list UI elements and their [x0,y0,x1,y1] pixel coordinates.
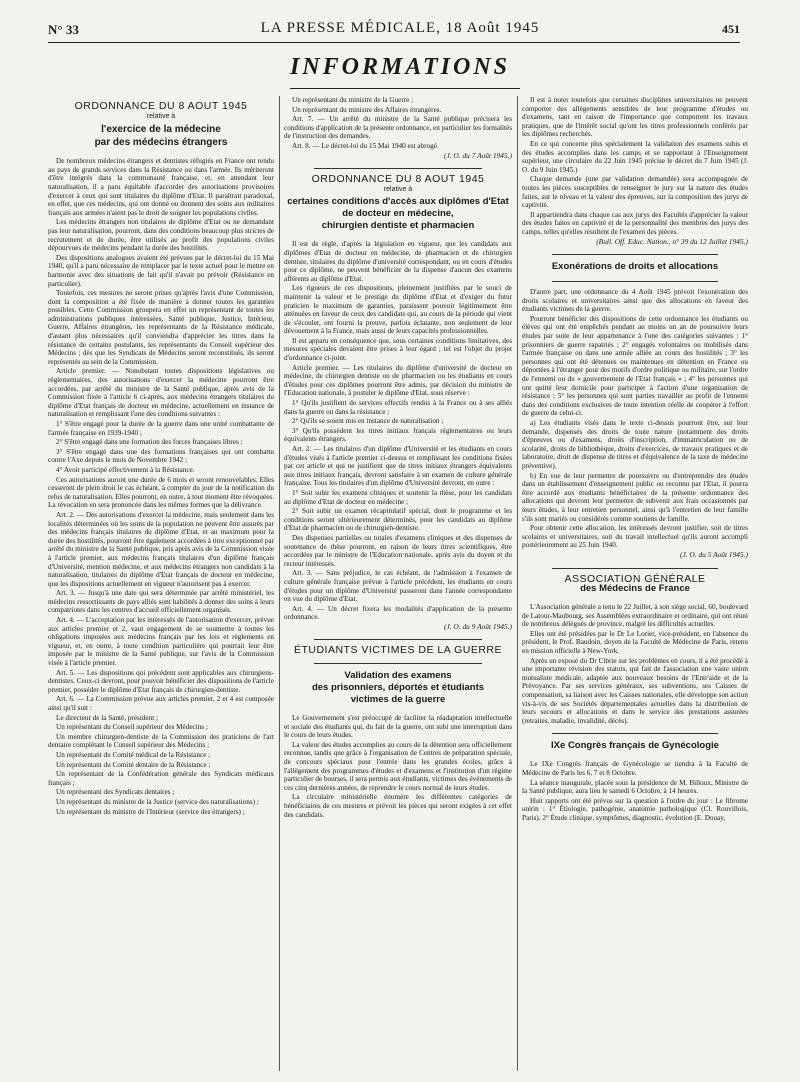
paragraph: b) En vue de leur permettre de poursuivre ou d'entreprendre des études dans un établissement d'enseignement public ou reconnu par l'Etat, il pourra être accordé aux étudiants bénéficiaires de la présente ordonnance des allocations qui devront leur permettre de subvenir aux frais occasionnés par leurs études, à leur entretien personnel, ainsi qu'à l'entretien de leur famille s'ils sont mariés ou considérés comme soutiens de famille. [522,471,748,523]
paragraph: Art. 2. — Les titulaires d'un diplôme d'Université et les étudiants en cours d'études visés à l'article premier ci-dessus et remplissant les conditions fixées par cet article et qui ne justifient que de titres initiaux étrangers équivalents aux titres initiaux français, devront satisfaire à un examen de culture générale française. Tous les titulaires d'un diplôme d'Université devront, en outre : [284,445,512,488]
section-divider [314,639,482,640]
paragraph: Elles ont été présidées par le Dr Le Lorier, vice-président, en l'absence du président, le Prof. Baudoin, doyen de la Faculté de Médecine de Paris, retenu en mission officielle à New-York. [522,629,748,656]
section-divider [314,168,482,169]
article-body [522,96,748,237]
paragraph: Il est à noter toutefois que certaines disciplines universitaires ne peuvent comporter des allègements sensibles de leur programme d'études ou d'examens, tant en raison de l'importance que comportent les travaux pratiques, que de l'intérêt social qu'ont les titres professionnels conférés par les diplômes recherchés. [522,96,748,139]
source-citation: (J. O. du 7 Août 1945.) [443,150,512,160]
paragraph: Art. 3. — Jusqu'à une date qui sera déterminée par arrêté ministériel, les médecins ressortissants de pays alliés sont habilités à donner des soins à leurs compatriotes dans les centres d'accueil officiellement organisés. [48,589,274,615]
paragraph: Art. 4. — L'acceptation par les intéressés de l'autorisation d'exercer, prévue aux articles premier et 2, vaut engagement de se soumettre à toutes les obligations imposées aux médecins français par les lois et règlements en vigueur, et, en outre, à toute condition particulière qui pourrait leur être imposée par le ministre de la Santé publique, sur l'avis de la Commission visée à l'article premier. [48,616,274,668]
paragraph: Il appartiendra dans chaque cas aux jurys des Facultés d'apprécier la valeur des études faites en captivité et de la personnalité des membres des jurys des camps, telles qu'elles résultent de l'examen des pièces. [522,210,748,236]
article-subtitle: chirurgien dentiste et pharmacien [321,220,475,232]
paragraph: 1° Soit subir les examens cliniques et soutenir la thèse, pour les candidats au diplôme d'Etat de docteur en médecine ; [284,488,512,506]
column-divider [517,96,518,1071]
paragraph: Art. 3. — Sans préjudice, le cas échéant, de l'admission à l'examen de culture générale française prévue à l'article précédent, les étudiants en cours d'études pour un diplôme d'Université passeront dans l'année correspondante en vue du diplôme d'Etat. [284,569,512,604]
paragraph: Un représentant des Syndicats dentaires ; [56,788,175,797]
source-citation: (J. O. du 5 Août 1945.) [679,549,748,559]
paragraph: Art. 7. — Un arrêté du ministre de la Santé publique précisera les conditions d'application de la présente ordonnance, en particulier les formalités de l'instruction des demandes. [284,115,512,141]
paragraph: L'Association générale a tenu le 22 Juillet, à son siège social, 60, boulevard de Latour-Maubourg, ses Assemblées extraordinaire et ordinaire, qui ont réuni de nombreux délégués de province, malgré les difficultés actuelles. [522,603,748,629]
article-body [48,157,274,816]
paragraph: 3° S'être engagé dans une des formations françaises qui ont combattu contre l'Axe depuis le mois de Novembre 1942 ; [48,447,274,465]
paragraph: Toutefois, ces mesures ne seront prises qu'après l'avis d'une Commission, dont la composition a été fixée de manière à donner toutes les garanties possibles. Cette Commission groupera en effet un représentant de toutes les administrations publiques intéressées, Santé publique, Justice, Intérieur, Guerre, Affaires étrangères, les représentants de la Résistance médicale, d'autant plus nécessaires qu'il conviendra d'apprécier les titres dans la résistance de certains postulants, les représentants du Conseil supérieur des Médecins ; dès que les Syndicats de Médecins seront reconstitués, ils seront représentés au sein de la Commission. [48,289,274,366]
column-1 [48,96,274,1071]
paragraph: Les médecins étrangers non titulaires de diplôme d'Etat ou ne demandant pas leur naturalisation, pourront, dans des conditions beaucoup plus strictes de recrutement et de durée, être utilisés au profit des populations civiles dépourvues de médecins pendant la durée des hostilités. [48,218,274,253]
article-body [284,96,512,151]
paragraph: En ce qui concerne plus spécialement la validation des examens subis et des études accomplies dans les camps et se rapportant à l'Enseignement supérieur, une circulaire du 22 Juin 1945 précise le décret du 7 Juin 1945 (J. O. du 9 Juin 1945.) [522,139,748,174]
paragraph: 2° Soit subir un examen récapitulatif spécial, dont le programme et les conditions seront ultérieurement déterminés, pour les candidats au diplôme d'Etat de pharmacien ou de chirurgien-dentiste. [284,507,512,533]
paragraph: Art. 4. — Un décret fixera les modalités d'application de la présente ordonnance. [284,604,512,622]
paragraph: D'autre part, une ordonnance du 4 Août 1945 prévoit l'exonération des droits scolaires et universitaires ainsi que des allocations en faveur des étudiants victimes de la guerre. [522,288,748,314]
article-body [522,288,748,550]
article-title: IXe Congrès français de Gynécologie [551,740,719,752]
paragraph: La circulaire ministérielle énumère les différentes catégories de bénéficiaires de ces mesures et prévoit les pièces qui seront exigées à cet effet des candidats. [284,793,512,819]
paragraph: De nombreux médecins étrangers et dentistes réfugiés en France ont rendu au pays de grands services dans la Résistance ou dans l'armée. Ils mériteront d'être intégrés dans la communauté française, et, en attendant leur naturalisation, il a paru équitable d'accorder des autorisations provisoires d'exercer à ceux qui sont titulaires du diplôme d'Etat. Il paraîtrait paradoxal, en effet, que ces médecins, qui ont donné ou donnent des soins aux militaires français aux armées n'aient pas le droit de soigner les populations civiles. [48,157,274,217]
paragraph: Article premier. — Les titulaires du diplôme d'université de docteur en médecine, de chirurgien dentiste ou de pharmacien ou les étudiants en cours d'études pour ces diplômes pourront être admis, par décision du ministre de l'Education nationale, à postuler le diplôme d'Etat, sous réserve : [284,363,512,398]
paragraph: Un représentant du ministre de la Justice (service des naturalisations) ; [56,797,259,806]
paragraph: Un représentant du Conseil supérieur des Médecins ; [56,723,208,732]
article-subtitle: de docteur en médecine, [342,208,454,220]
paragraph: 2° Qu'ils se soient mis en instance de naturalisation ; [292,417,444,426]
issue-number: N° 33 [48,22,79,37]
article-relative: relative à [146,112,176,120]
source-citation: (J. O. du 9 Août 1945.) [443,621,512,631]
article-body [522,603,748,725]
paragraph: Le IXe Congrès français de Gynécologie se tiendra à la Faculté de Médecine de Paris les 6, 7 et 8 Octobre. [522,760,748,777]
paragraph: Huit rapports ont été prévus sur la question à l'ordre du jour : Le fibrome utérin : 1° Étiologie, pathogénie, anatomie pathologique (Cl. Rouvillois, Paris). 2° Étude clinique, symptômes, diagnostic, évolution (E. Douay, [522,796,748,822]
page-number: 451 [722,22,740,36]
article-subtitle: des prisonniers, déportés et étudiants [311,682,485,694]
paragraph: Un représentant du Comité médical de la Résistance ; [56,750,211,759]
page-header [0,0,800,44]
paragraph: Ces autorisations auront une durée de 6 mois et seront renouvelables. Elles cesseront de plein droit le cas échéant, à compter du jour de la notification du refus de naturalisation. Elles pourront, en outre, à tout moment être révoquées. La révocation en sera prononcée dans les mêmes formes que la délivrance. [48,475,274,510]
paragraph: Un représentant de la Confédération générale des Syndicats médicaux français ; [48,770,274,787]
column-2 [284,96,512,1071]
paragraph: Un membre chirurgien-dentiste de la Commission des praticiens de l'art dentaire complétant le Conseil supérieur des Médecins ; [48,732,274,750]
article-subtitle: l'exercice de la médecine [101,124,221,136]
section-divider [552,254,718,255]
article-subtitle: certaines conditions d'accès aux diplômes d'Etat [287,196,509,208]
paragraph: La valeur des études accomplies au cours de la détention sera officiellement reconnue, tandis que grâce à l'organisation de Centres de préparation spéciale, de concours spéciaux pour l'entrée dans les grandes écoles, grâce à l'allègement des programmes d'études et d'examens et l'institution d'un régime particulier de bourses, il sera permis aux étudiants, victimes des événements de ces cinq dernières années, de reprendre le cours normal de leurs études. [284,740,512,792]
article-title: Exonérations de droits et allocations [551,261,719,273]
paragraph: Un représentant du ministre de la Guerre ; [292,96,414,104]
source-citation: (Bull. Off. Educ. Nation., n° 39 du 12 Juillet 1945.) [596,236,748,246]
article-title: ORDONNANCE DU 8 AOUT 1945 [311,173,485,186]
section-divider [552,568,718,569]
article-subtitle: des Médecins de France [580,583,690,595]
paragraph: Des dispositions analogues avaient été prévues par le décret-loi du 15 Mai 1940, qu'il a paru nécessaire de remplacer par le texte actuel pour le mettre en harmonie avec des situations de fait qu'il n'avait pu prévoir (Résistance en particulier). [48,253,274,288]
paragraph: Il est apparu en conséquence que, sous certaines conditions limitatives, des mesures spéciales devaient être prises à leur égard ; tel est l'objet du projet d'ordonnance ci-joint. [284,336,512,363]
article-subtitle: victimes de la guerre [350,694,446,706]
paragraph: Il est de règle, d'après la législation en vigueur, que les candidats aux diplômes d'Etat de docteur en médecine, de pharmacien et de chirurgien dentiste, titulaires du diplôme d'université correspondant, ou en cours d'études pour ce diplôme, ne peuvent bénéficier de la dispense d'aucun des examens afférents au diplôme d'Etat. [284,240,512,283]
article-body [522,760,748,822]
paragraph: Art. 8. — Le décret-loi du 15 Mai 1940 est abrogé. [292,141,439,150]
paragraph: Le Gouvernement s'est préoccupé de faciliter la réadaptation intellectuelle et sociale des étudiants qui, du fait de la guerre, ont subi une interruption dans le cours de leurs études. [284,714,512,740]
paragraph: Un représentant du ministre de l'Intérieur (service des étrangers) ; [56,807,245,816]
article-title: ASSOCIATION GÉNÉRALE [564,572,706,585]
paragraph: Un représentant du ministre des Affaires étrangères. [292,105,442,114]
paragraph: 1° S'être engagé pour la durée de la guerre dans une unité combattante de l'armée française en 1939-1940 ; [48,420,274,437]
paragraph: Pourront bénéficier des dispositions de cette ordonnance les étudiants ou élèves qui ont été empêchés pendant au moins un an de poursuivre leurs études par suite de leur appartenance à l'une des catégories suivantes : 1° prisonniers de guerre rapatriés ; 2° engagés volontaires ou mobilisés dans l'armée française ou dans une armée alliée au cours des hostilités ; 3° les personnes qui ont été détenues ou maintenues en détention en France ou déportées à l'étranger pour des motifs d'ordre politique ou militaire, sur l'ordre de l'ennemi ou du « gouvernement de l'Etat français » ; 4° les personnes qui ont quitté leur domicile pour participer à l'action d'une organisation de résistance ; 5° les personnes qui sont parties travailler au profit de l'ennemi dans des conditions exclusives de toute intention réelle de coopérer à l'effort de guerre de celui-ci. [522,314,748,418]
paragraph: 3° Qu'ils possèdent les titres initiaux français réglementaires ou leurs équivalents étrangers. [284,426,512,444]
paragraph: a) Les étudiants visés dans le texte ci-dessus pourront être, sur leur demande, dispensés des droits de toute nature (notamment des droits d'épreuves ou d'examens, droits d'inscription, d'immatriculation ou de scolarité, droits de bibliothèque, droits d'exercices, de travaux pratiques et de laboratoire, droit de dispense de titres et d'équivalence de la taxe de médecine préventive). [522,419,748,470]
column-divider [279,96,280,1071]
paragraph: Un représentant du Comité dentaire de la Résistance ; [56,760,211,769]
article-body [284,714,512,819]
article-relative: relative à [383,185,413,193]
section-title-underline [290,88,520,89]
paragraph: Des dispenses partielles ou totales d'examens cliniques et des dispenses de soutenance de thèse pourront, en raison de leurs titres scientifiques, être accordées par le ministre de l'Education nationale, après avis du doyen et du recteur intéressés. [284,533,512,568]
paragraph: Art. 2. — Des autorisations d'exercer la médecine, mais seulement dans les localités déterminées où les soins de la population ne peuvent être assurés par des médecins français titulaires du diplôme d'Etat, et au maximum pour la durée des hostilités, pourront être également accordées à titre exceptionnel par arrêté du ministre de la Santé publique, pris après avis de la Commission visée à l'article premier, aux médecins français titulaires d'un diplôme français d'Université, mention médecine, et aux médecins étrangers non candidats à la naturalisation, titulaires du diplôme d'Etat français de docteur en médecine, que les dispositions actuellement en vigueur n'autorisent pas à exercer. [48,510,274,588]
paragraph: 2° S'être engagé dans une formation des forces françaises libres ; [56,438,243,447]
paragraph: Art. 6. — La Commission prévue aux articles premier, 2 et 4 est composée ainsi qu'il suit : [48,695,274,712]
paragraph: La séance inaugurale, placée sous la présidence de M. Billoux, Ministre de la Santé publique, aura lieu le samedi 6 Octobre, à 14 heures. [522,778,748,796]
paragraph: Pour obtenir cette allocation, les intéressés devront justifier, soit de titres scolaires et universitaires, soit du travail intellectuel qu'ils auront accompli postérieurement au 25 Juin 1940. [522,524,748,550]
paragraph: 4° Avoir participé effectivement à la Résistance. [56,465,195,474]
header-rule [48,42,740,43]
paragraph: 1° Qu'ils justifient de services effectifs rendus à la France ou à ses alliés dans la guerre ou dans la résistance ; [284,399,512,416]
article-subtitle: par des médecins étrangers [94,137,228,149]
paragraph: Après un exposé du Dr Cibrie sur les problèmes en cours, il a été procédé à une importante révision des statuts, qui fait de l'association une vaste union mutualiste médicale, adaptée aux nouveaux besoins de l'Entr'aide et de la Prévoyance. Par ses services généraux, ses subventions, ses Caisses de compensation, sa liaison avec les Caisses nationales, elle développe son action vis-à-vis de ses Sociétés départementales actuelles dans la distribution de leurs secours et allocations et dans le service des prestations assurées (retraites, maladie, invalidité, décès). [522,656,748,725]
paragraph: Art. 5. — Les dispositions qui précèdent sont applicables aux chirurgiens-dentistes. Ceux-ci devront, pour pouvoir bénéficier des dispositions de l'article premier, posséder le diplôme d'Etat français de chirurgien-dentiste. [48,668,274,694]
paragraph: Article premier. — Nonobstant toutes dispositions législatives ou réglementaires, des autorisations d'exercer la médecine pourront être accordées, par arrêté du ministre de la Santé publique, après avis de la Commission fixée à l'article 6 ci-après, aux médecins étrangers titulaires du diplôme d'Etat français de docteur en médecine, actuellement en instance de naturalisation et remplissant l'une des conditions suivantes : [48,367,274,419]
paragraph: Le directeur de la Santé, président ; [56,713,158,722]
section-divider [552,281,718,282]
publication-title: LA PRESSE MÉDICALE, 18 Août 1945 [260,20,540,36]
article-title: ÉTUDIANTS VICTIMES DE LA GUERRE [293,644,503,657]
section-divider [314,663,482,664]
paragraph: Chaque demande (une par validation demandée) sera accompagnée de toutes les pièces susceptibles de renseigner le jury sur la nature des études faites, sur le niveau et la valeur des épreuves, sur la composition des jurys de captivité. [522,175,748,210]
article-title: ORDONNANCE DU 8 AOUT 1945 [74,100,248,112]
section-title: INFORMATIONS [289,54,511,80]
article-subtitle: Validation des examens [344,670,452,682]
column-3 [522,96,748,1071]
paragraph: Les rigueurs de ces dispositions, pleinement justifiées par le souci de maintenir la valeur et le prestige du diplôme d'Etat et d'exiger du futur praticien le maximum de garanties, paraissent pouvoir légitimement être atténuées en faveur de ceux des candidats qui, au cours de la période qui vient de s'écouler, ont fourni la preuve, parfois éclatante, non seulement de leur dévouement à la France, mais aussi de leurs capacités professionnelles. [284,284,512,336]
article-body [284,240,512,622]
section-divider [552,733,718,734]
